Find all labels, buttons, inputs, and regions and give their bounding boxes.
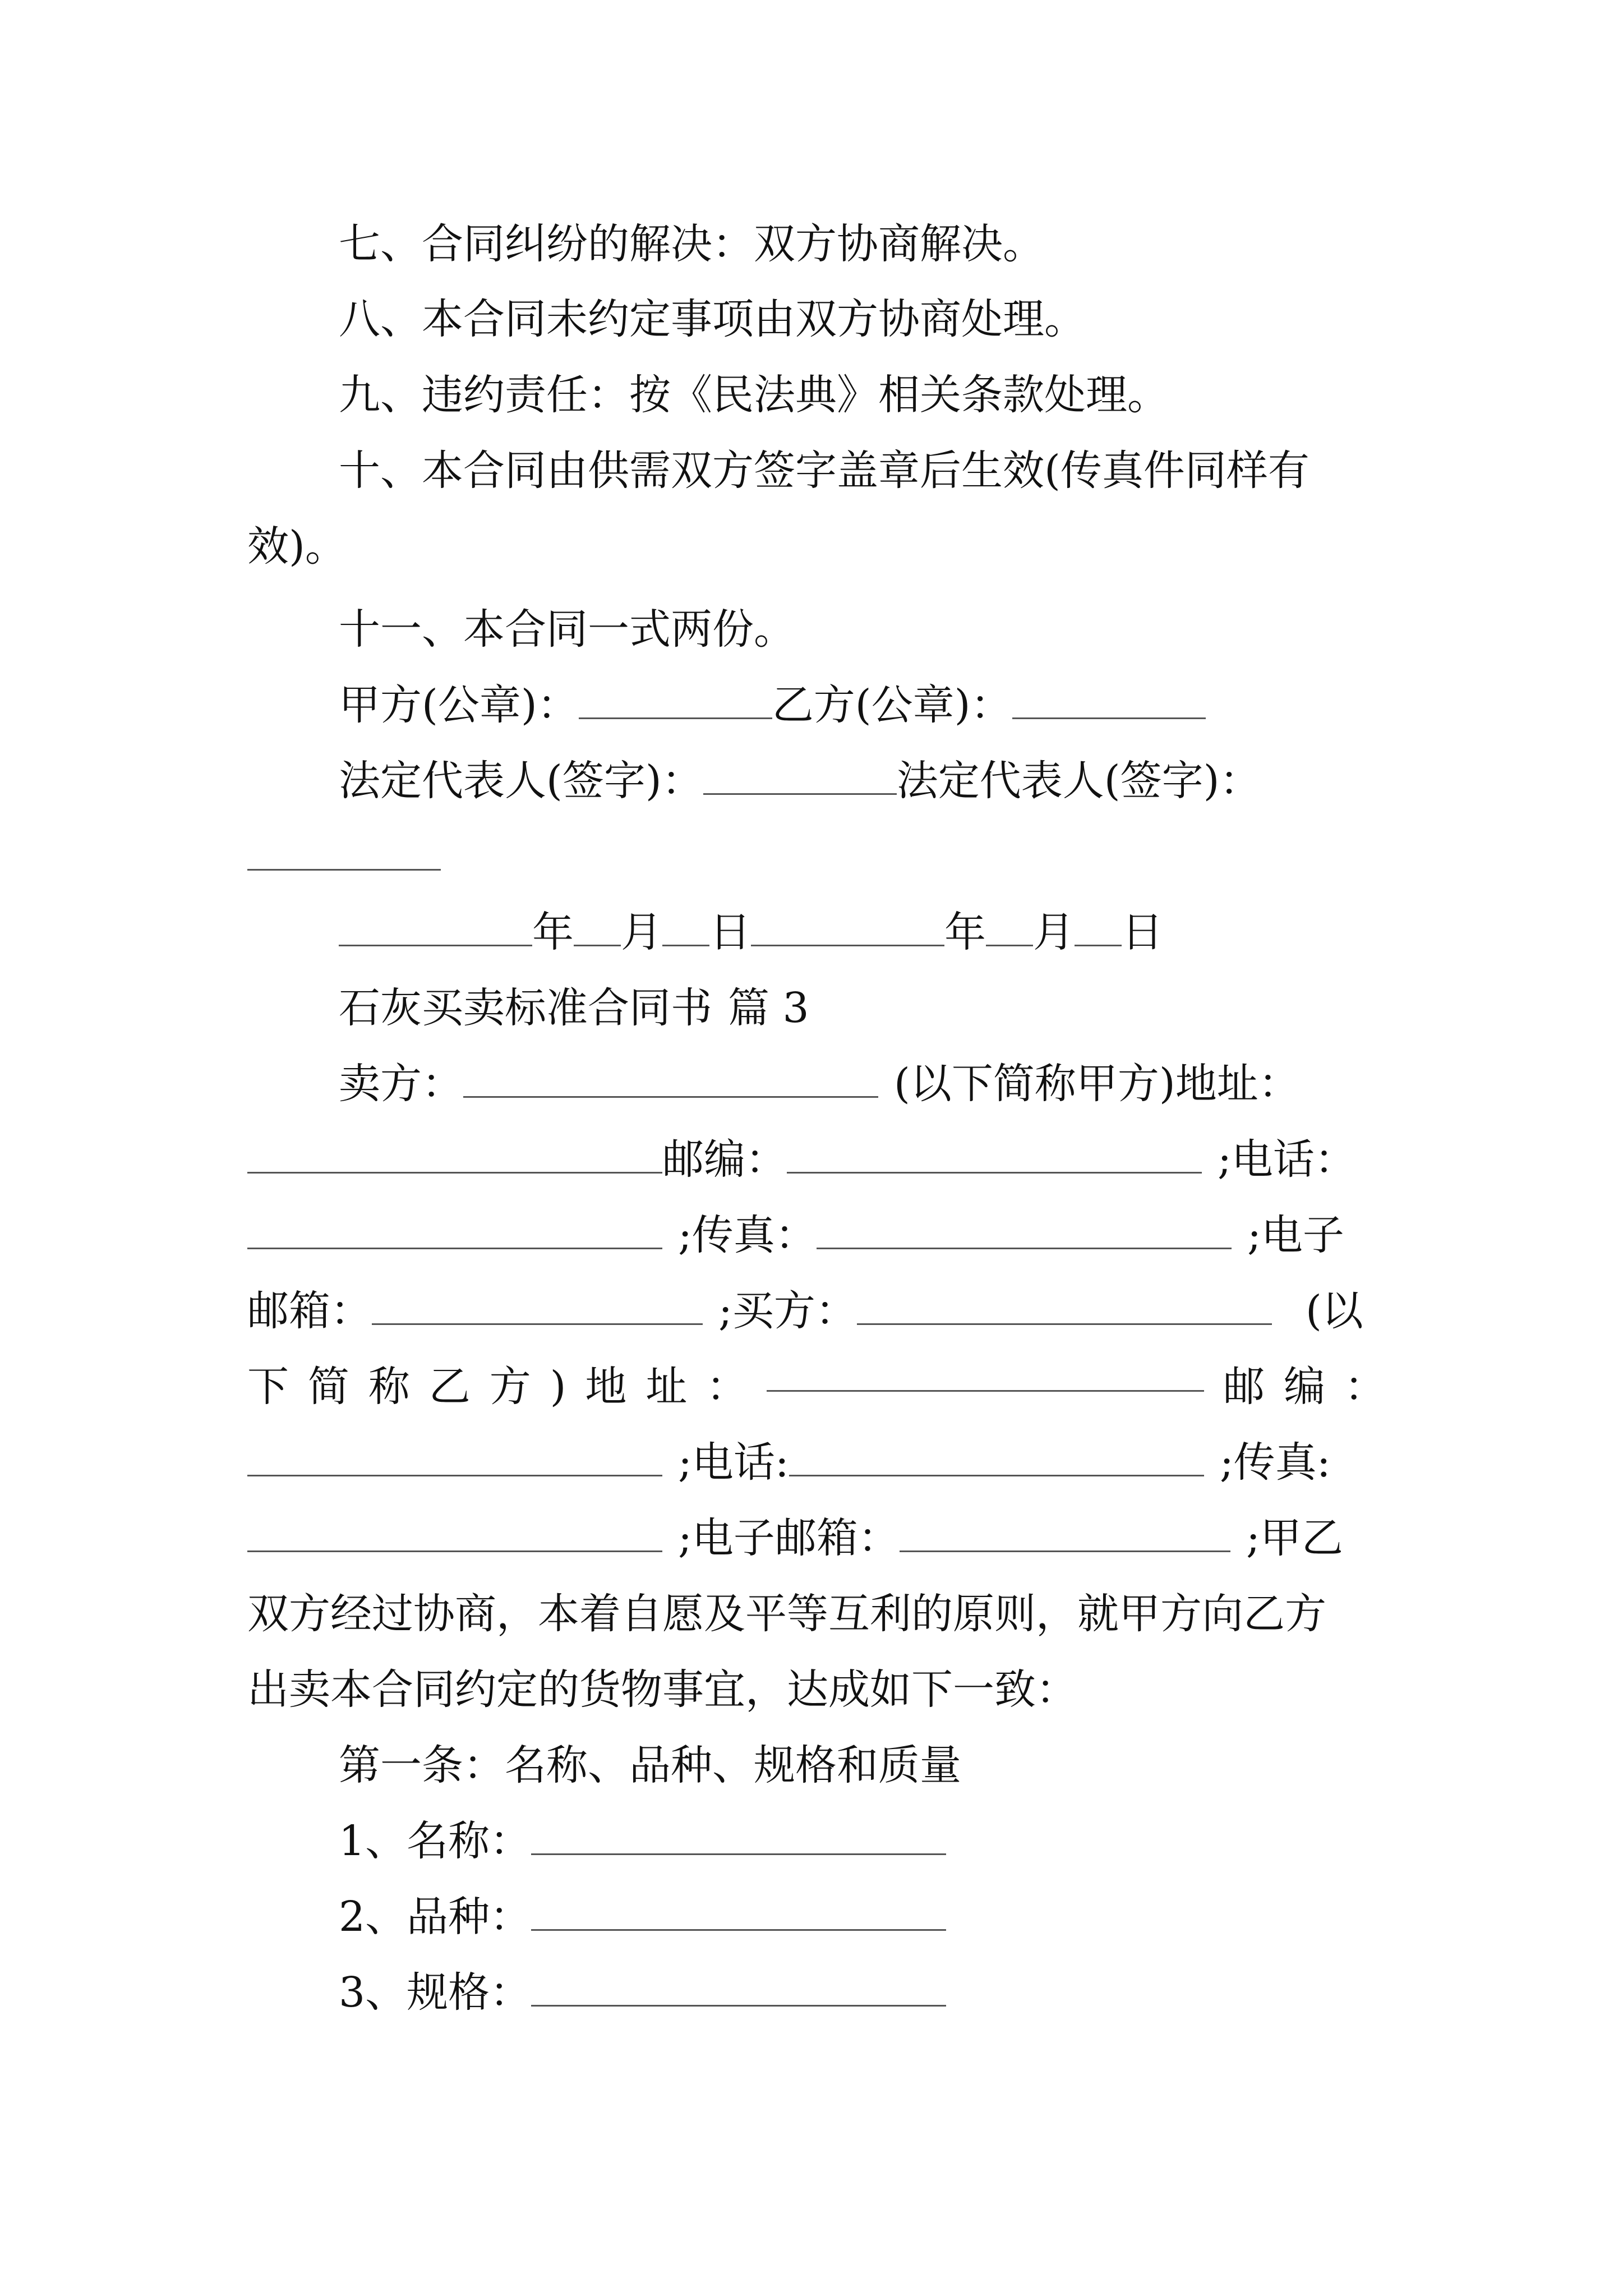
seller-postcode-label: 邮编： bbox=[662, 1135, 787, 1184]
item-3-line bbox=[247, 1954, 1386, 2031]
date-a-day: 日 bbox=[709, 908, 751, 956]
date-b-month-blank bbox=[986, 903, 1033, 946]
buyer-address-blank bbox=[767, 1349, 1204, 1392]
buyer-alias-char: ： bbox=[706, 1363, 748, 1411]
intro-line-2: 出卖本合同约定的货物事宜，达成如下一致： bbox=[247, 1665, 1077, 1714]
buyer-phone-blank bbox=[789, 1433, 1204, 1476]
item-1-blank bbox=[531, 1812, 946, 1855]
date-a-year: 年 bbox=[532, 908, 574, 956]
item-2-line bbox=[247, 1879, 1386, 1955]
item-3-blank bbox=[531, 1963, 946, 2007]
buyer-alias-start: (以 bbox=[1305, 1287, 1363, 1335]
buyer-postcode-char: 编 bbox=[1284, 1363, 1326, 1411]
intro-line-1: 双方经过协商，本着自愿及平等互利的原则，就甲方向乙方 bbox=[247, 1590, 1326, 1638]
section-number: 篇 3 bbox=[728, 984, 809, 1032]
buyer-email-label: ;电子邮箱： bbox=[678, 1514, 900, 1562]
item-1-label: 1、名称： bbox=[339, 1817, 532, 1865]
date-a-month: 月 bbox=[621, 908, 662, 956]
party-a-seal-blank bbox=[579, 676, 772, 719]
seller-email-label: 邮箱： bbox=[247, 1287, 372, 1335]
party-b-seal-label: 乙方(公章)： bbox=[772, 681, 1012, 729]
party-b-seal-blank bbox=[1012, 676, 1206, 719]
seller-address-blank bbox=[247, 1130, 662, 1174]
buyer-alias-char: 地 bbox=[585, 1363, 627, 1411]
seller-phone-blank bbox=[247, 1206, 662, 1249]
seller-postcode-blank bbox=[787, 1130, 1202, 1174]
seller-label: 卖方： bbox=[339, 1060, 463, 1108]
seller-address-line bbox=[247, 1121, 1386, 1198]
seller-email-blank bbox=[372, 1282, 703, 1325]
seller-phone-line bbox=[247, 1197, 1386, 1274]
seller-email-line bbox=[247, 1273, 1386, 1350]
clause-8: 八、本合同未约定事项由双方协商处理。 bbox=[339, 295, 1086, 343]
buyer-fax-line bbox=[247, 1500, 1386, 1577]
seller-email-prefix: ;电子 bbox=[1247, 1211, 1344, 1259]
buyer-label: ;买方： bbox=[718, 1287, 857, 1335]
buyer-fax-blank bbox=[247, 1509, 662, 1552]
buyer-postcode-char: 邮 bbox=[1223, 1363, 1265, 1411]
date-b-month: 月 bbox=[1033, 908, 1075, 956]
legal-rep-b-blank bbox=[247, 827, 441, 871]
legal-rep-line bbox=[247, 743, 1386, 820]
date-a-day-blank bbox=[662, 903, 709, 946]
buyer-postcode-blank bbox=[247, 1433, 662, 1476]
clause-7: 七、合同纠纷的解决：双方协商解决。 bbox=[339, 220, 1044, 268]
seller-fax-blank bbox=[817, 1206, 1232, 1249]
date-b-year: 年 bbox=[944, 908, 986, 956]
buyer-name-blank bbox=[857, 1282, 1272, 1325]
seller-phone-label: ;电话： bbox=[1218, 1135, 1356, 1184]
buyer-alias-char: 方 bbox=[489, 1363, 531, 1411]
buyer-alias-char: ) bbox=[550, 1363, 566, 1411]
date-line bbox=[247, 894, 1386, 971]
date-b-year-blank bbox=[751, 903, 944, 946]
buyer-email-blank bbox=[900, 1509, 1230, 1552]
item-1-line bbox=[247, 1803, 1386, 1880]
buyer-alias-char: 下 bbox=[247, 1363, 289, 1411]
party-seal-line bbox=[247, 667, 1386, 744]
seller-alias: (以下简称甲方)地址： bbox=[894, 1060, 1300, 1108]
date-b-day: 日 bbox=[1122, 908, 1163, 956]
item-2-blank bbox=[531, 1888, 946, 1931]
legal-rep-a-label: 法定代表人(签字)： bbox=[339, 757, 703, 805]
legal-rep-b-label: 法定代表人(签字)： bbox=[896, 757, 1261, 805]
clause-9: 九、违约责任：按《民法典》相关条款处理。 bbox=[339, 371, 1169, 419]
legal-rep-a-blank bbox=[703, 752, 897, 795]
item-3-label: 3、规格： bbox=[339, 1968, 532, 2017]
buyer-fax-label: ;传真: bbox=[1219, 1438, 1331, 1487]
buyer-alias-char: 址 bbox=[645, 1363, 688, 1411]
section-heading bbox=[247, 970, 1386, 1047]
seller-line bbox=[247, 1046, 1386, 1122]
buyer-postcode-line bbox=[247, 1424, 1386, 1501]
party-ab-start: ;甲乙 bbox=[1246, 1514, 1343, 1562]
party-a-seal-label: 甲方(公章)： bbox=[339, 681, 579, 729]
item-2-label: 2、品种： bbox=[339, 1893, 532, 1941]
date-a-year-blank bbox=[339, 903, 532, 946]
buyer-address-line bbox=[247, 1349, 1386, 1425]
buyer-phone-label: ;电话: bbox=[678, 1438, 789, 1487]
section-title: 石灰买卖标准合同书 bbox=[339, 984, 712, 1032]
legal-rep-b-blank-line bbox=[247, 818, 1386, 895]
date-b-day-blank bbox=[1075, 903, 1122, 946]
date-a-month-blank bbox=[574, 903, 621, 946]
buyer-alias-char: 乙 bbox=[428, 1363, 471, 1411]
buyer-postcode-char: ： bbox=[1344, 1363, 1386, 1411]
buyer-alias-char: 简 bbox=[307, 1363, 349, 1411]
clause-11: 十一、本合同一式两份。 bbox=[339, 605, 795, 654]
seller-name-blank bbox=[463, 1055, 878, 1098]
seller-fax-label: ;传真： bbox=[678, 1211, 817, 1259]
article-1-title: 第一条：名称、品种、规格和质量 bbox=[339, 1741, 961, 1789]
buyer-alias-char: 称 bbox=[368, 1363, 410, 1411]
clause-10-line-1: 十、本合同由供需双方签字盖章后生效(传真件同样有 bbox=[339, 447, 1310, 495]
clause-10-line-2: 效)。 bbox=[247, 522, 347, 570]
